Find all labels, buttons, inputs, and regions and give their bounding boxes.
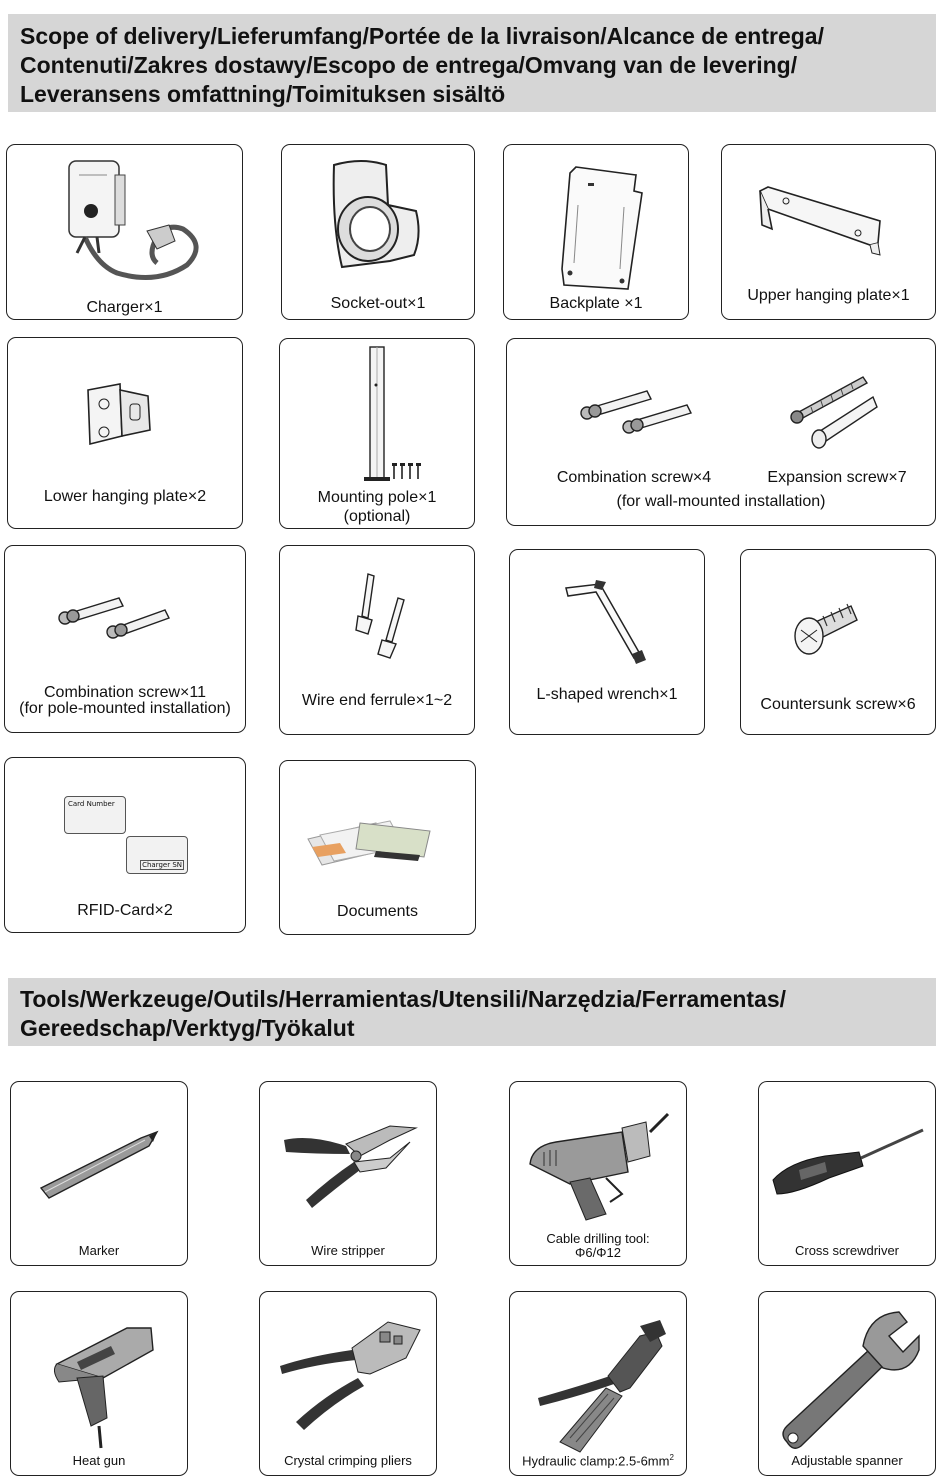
item-mounting-pole bbox=[279, 338, 475, 529]
tool-hydraulic-clamp bbox=[509, 1291, 687, 1476]
item-lower-plate bbox=[7, 337, 243, 529]
card-number-label: Card Number bbox=[68, 800, 115, 808]
heat-gun-label: Heat gun bbox=[72, 1453, 126, 1468]
countersunk-screw-label: Countersunk screw×6 bbox=[760, 696, 916, 713]
crimper-label: Crystal crimping pliers bbox=[284, 1453, 412, 1468]
item-ferrule bbox=[279, 545, 475, 735]
wire-stripper-icon bbox=[260, 1082, 438, 1267]
charger-image bbox=[7, 145, 244, 321]
item-documents bbox=[279, 760, 476, 935]
rfid-card-label: RFID-Card×2 bbox=[77, 902, 173, 919]
tools-heading-line-1: Tools/Werkzeuge/Outils/Herramientas/Utensili/Narzędzia/Ferramentas/ bbox=[20, 986, 787, 1012]
delivery-heading-line-3: Leveransens omfattning/Toimituksen sisältö bbox=[20, 81, 506, 107]
tool-wire-stripper bbox=[259, 1081, 437, 1266]
hydraulic-clamp-label bbox=[510, 1451, 686, 1467]
tool-drill bbox=[509, 1081, 687, 1266]
item-rfid bbox=[4, 757, 246, 933]
delivery-heading-line-2: Contenuti/Zakres dostawy/Escopo de entrega/Omvang van de levering/ bbox=[20, 52, 798, 78]
combination-screw-pole-label-2: (for pole-mounted installation) bbox=[19, 700, 231, 717]
hydraulic-clamp-superscript: 2 bbox=[669, 1452, 674, 1462]
combination-screw-wall-image bbox=[567, 369, 707, 439]
drill-label-1: Cable drilling tool: bbox=[546, 1231, 650, 1246]
expansion-screw-image bbox=[777, 363, 887, 453]
tools-heading-line-2: Gereedschap/Verktyg/Työkalut bbox=[20, 1015, 355, 1041]
delivery-heading bbox=[8, 14, 936, 112]
tool-spanner bbox=[758, 1291, 936, 1476]
delivery-heading-line-1: Scope of delivery/Lieferumfang/Portée de la livraison/Alcance de entrega/ bbox=[20, 23, 824, 49]
item-wall-screws bbox=[506, 338, 936, 526]
hydraulic-clamp-icon bbox=[510, 1292, 688, 1477]
combination-screw-wall-label: Combination screw×4 bbox=[556, 469, 712, 486]
tool-marker bbox=[10, 1081, 188, 1266]
tool-heat-gun bbox=[10, 1291, 188, 1476]
l-wrench-label: L-shaped wrench×1 bbox=[536, 686, 678, 703]
expansion-screw-label: Expansion screw×7 bbox=[767, 469, 907, 486]
hydraulic-clamp-text: Hydraulic clamp:2.5-6mm bbox=[522, 1453, 670, 1468]
mounting-pole-label-1: Mounting pole×1 bbox=[317, 489, 437, 506]
tool-crimper bbox=[259, 1291, 437, 1476]
charger-label: Charger×1 bbox=[86, 299, 163, 316]
marker-icon bbox=[11, 1082, 189, 1267]
item-backplate bbox=[503, 144, 689, 320]
drill-label-2: Φ6/Φ12 bbox=[574, 1245, 622, 1260]
item-upper-plate bbox=[721, 144, 936, 320]
spanner-icon bbox=[759, 1292, 937, 1477]
screwdriver-icon bbox=[759, 1082, 937, 1267]
tool-screwdriver bbox=[758, 1081, 936, 1266]
wire-stripper-label: Wire stripper bbox=[311, 1243, 385, 1258]
crimper-icon bbox=[260, 1292, 438, 1477]
charger-sn-label: Charger SN bbox=[142, 861, 182, 869]
marker-label: Marker bbox=[78, 1243, 120, 1258]
rfid-card-1 bbox=[64, 796, 126, 834]
ferrule-label: Wire end ferrule×1~2 bbox=[301, 692, 453, 709]
documents-label: Documents bbox=[337, 903, 418, 920]
item-charger bbox=[6, 144, 243, 320]
combination-screw-pole-label-1: Combination screw×11 bbox=[43, 684, 206, 701]
socket-label: Socket-out×1 bbox=[330, 295, 426, 312]
rfid-card-2 bbox=[126, 836, 188, 874]
upper-plate-label: Upper hanging plate×1 bbox=[747, 287, 910, 304]
lower-plate-label: Lower hanging plate×2 bbox=[43, 488, 207, 505]
tools-heading bbox=[8, 978, 936, 1046]
heat-gun-icon bbox=[11, 1292, 189, 1477]
item-l-wrench bbox=[509, 549, 705, 735]
item-countersunk bbox=[740, 549, 936, 735]
item-socket bbox=[281, 144, 475, 320]
backplate-label: Backplate ×1 bbox=[549, 295, 643, 312]
mounting-pole-label-2: (optional) bbox=[343, 508, 411, 525]
spanner-label: Adjustable spanner bbox=[791, 1453, 903, 1468]
wall-installation-note: (for wall-mounted installation) bbox=[616, 493, 826, 510]
screwdriver-label: Cross screwdriver bbox=[794, 1243, 899, 1258]
item-pole-screws bbox=[4, 545, 246, 733]
l-wrench-image bbox=[510, 550, 706, 736]
